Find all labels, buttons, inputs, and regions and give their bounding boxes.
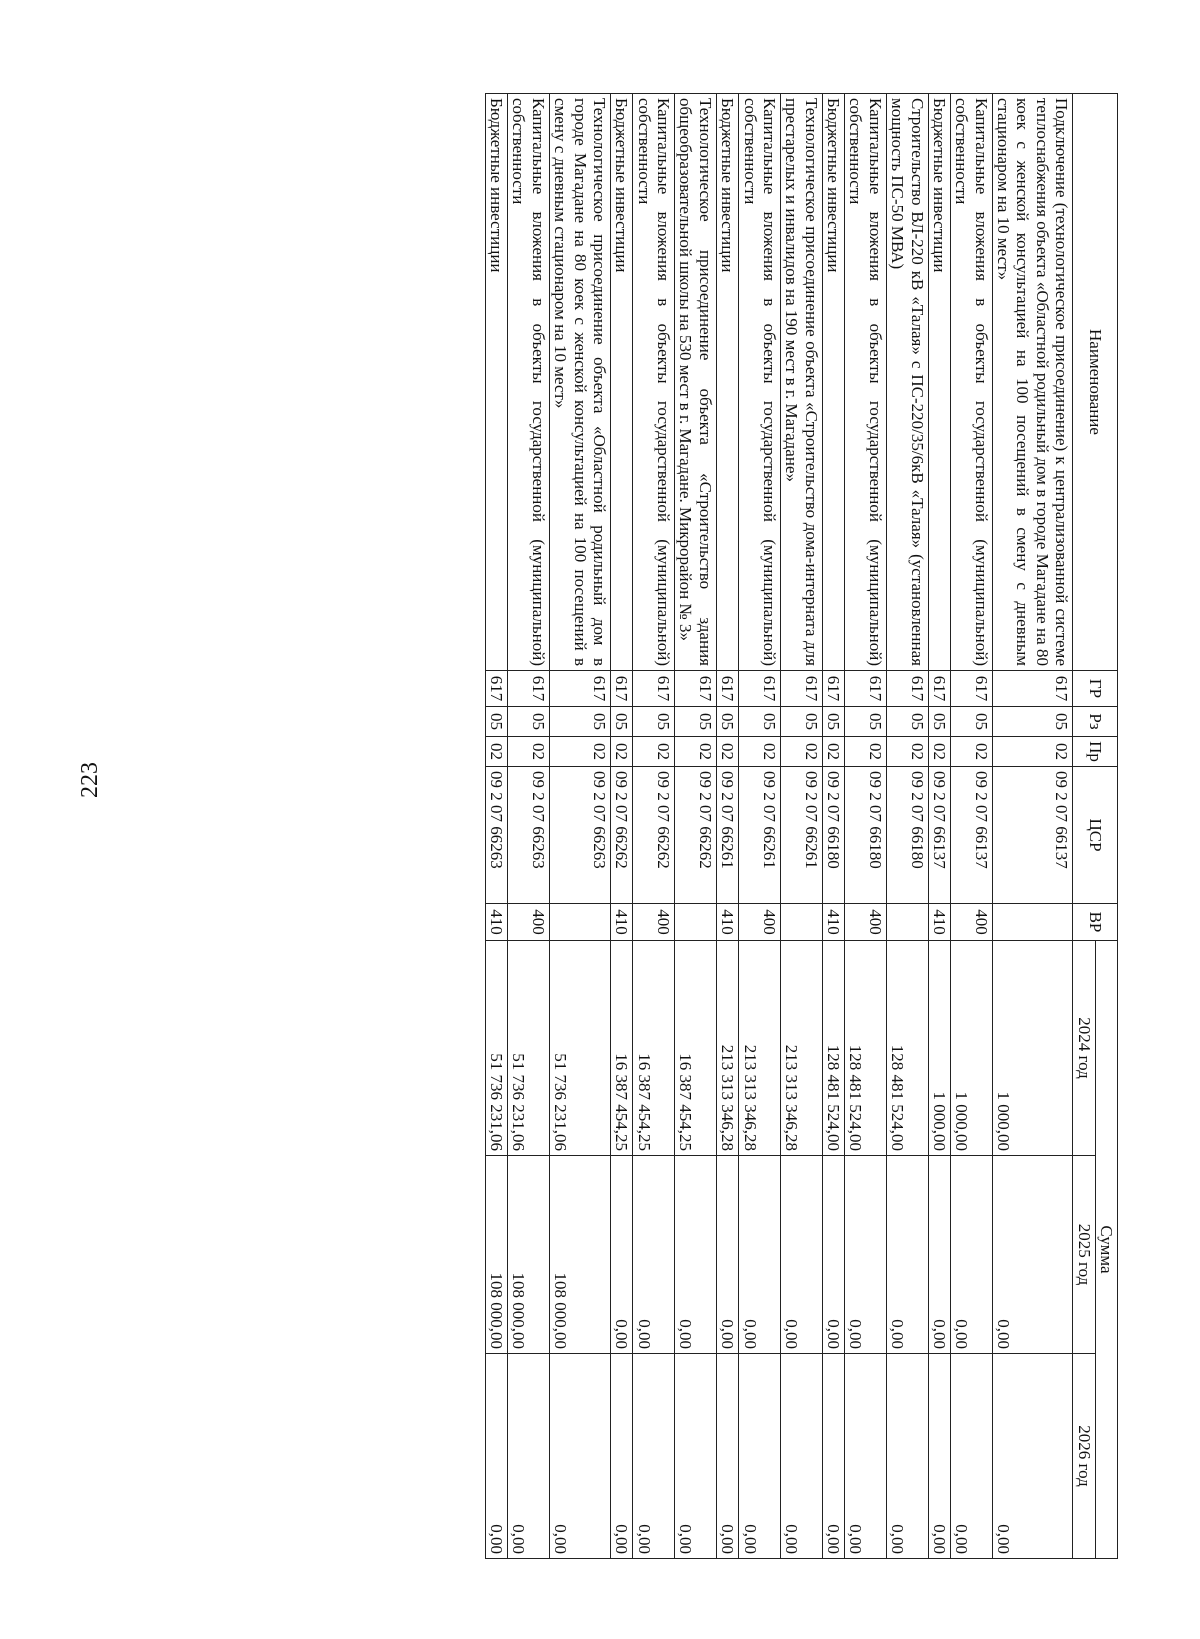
header-rz: Рз [1073,707,1118,737]
cell-sum-2026: 0,00 [781,1354,823,1559]
cell-sum-2025: 108 000,00 [485,1156,507,1354]
cell-sum-2026: 0,00 [549,1354,610,1559]
table-row [675,94,717,1559]
cell-gr: 617 [633,671,675,707]
table-row [886,94,928,1559]
cell-csr: 09 2 07 66180 [886,767,928,904]
cell-rz: 05 [739,707,781,737]
cell-name: Капитальные вложения в объекты государственной (муниципальной) собственности [739,94,781,671]
cell-csr: 09 2 07 66263 [485,767,507,904]
cell-sum-2026: 0,00 [951,1354,993,1559]
table-row [928,94,950,1559]
cell-sum-2026: 0,00 [485,1354,507,1559]
cell-gr: 617 [675,671,717,707]
table-row [781,94,823,1559]
cell-name: Бюджетные инвестиции [928,94,950,671]
header-vr: ВР [1073,904,1118,941]
cell-name: Капитальные вложения в объекты государственной (муниципальной) собственности [508,94,550,671]
cell-gr: 617 [928,671,950,707]
cell-vr [549,904,610,941]
cell-rz: 05 [633,707,675,737]
cell-rz: 05 [992,707,1073,737]
cell-sum-2026: 0,00 [822,1354,844,1559]
table-row [508,94,550,1559]
cell-vr [886,904,928,941]
cell-pr: 02 [549,737,610,767]
cell-sum-2025: 0,00 [886,1156,928,1354]
table-row [992,94,1073,1559]
cell-rz: 05 [716,707,738,737]
cell-name: Подключение (технологическое присоединение) к централизованной системе теплоснабжения объекта «Областной родильный дом в городе Магадане на 80 коек с женской консультацией на 100 посещений в смену с дневным стационаром на 10 мест» [992,94,1073,671]
cell-sum-2025: 0,00 [845,1156,887,1354]
cell-rz: 05 [928,707,950,737]
cell-name: Строительство ВЛ-220 кВ «Талая» с ПС-220/35/6кВ «Талая» (установленная мощность ПС-50 МВА) [886,94,928,671]
cell-vr: 400 [739,904,781,941]
cell-csr: 09 2 07 66261 [781,767,823,904]
cell-pr: 02 [781,737,823,767]
cell-vr: 410 [485,904,507,941]
cell-sum-2025: 108 000,00 [549,1156,610,1354]
cell-name: Бюджетные инвестиции [716,94,738,671]
cell-rz: 05 [508,707,550,737]
cell-vr: 410 [822,904,844,941]
cell-pr: 02 [633,737,675,767]
cell-sum-2025: 0,00 [992,1156,1073,1354]
cell-csr: 09 2 07 66180 [845,767,887,904]
cell-rz: 05 [485,707,507,737]
cell-sum-2025: 0,00 [611,1156,633,1354]
table-row [845,94,887,1559]
cell-pr: 02 [822,737,844,767]
cell-gr: 617 [781,671,823,707]
cell-sum-2026: 0,00 [675,1354,717,1559]
cell-sum-2025: 0,00 [739,1156,781,1354]
cell-pr: 02 [716,737,738,767]
table-row [951,94,993,1559]
cell-name: Технологическое присоединение объекта «Строительство дома-интерната для престарелых и инвалидов на 190 мест в г. Магадане» [781,94,823,671]
cell-vr [992,904,1073,941]
header-name: Наименование [1073,94,1118,671]
cell-sum-2024: 1 000,00 [951,941,993,1156]
cell-pr: 02 [508,737,550,767]
cell-vr: 400 [951,904,993,941]
cell-gr: 617 [739,671,781,707]
cell-csr: 09 2 07 66261 [739,767,781,904]
cell-pr: 02 [992,737,1073,767]
cell-pr: 02 [886,737,928,767]
cell-csr: 09 2 07 66263 [508,767,550,904]
cell-sum-2025: 0,00 [716,1156,738,1354]
cell-rz: 05 [549,707,610,737]
cell-sum-2024: 213 313 346,28 [716,941,738,1156]
cell-name: Бюджетные инвестиции [822,94,844,671]
cell-sum-2026: 0,00 [886,1354,928,1559]
cell-name: Бюджетные инвестиции [485,94,507,671]
cell-sum-2025: 0,00 [675,1156,717,1354]
cell-rz: 05 [781,707,823,737]
cell-sum-2024: 128 481 524,00 [886,941,928,1156]
table-row [611,94,633,1559]
budget-table [485,93,1118,1559]
cell-sum-2025: 0,00 [633,1156,675,1354]
cell-rz: 05 [822,707,844,737]
table-row [549,94,610,1559]
cell-vr: 410 [928,904,950,941]
cell-sum-2026: 0,00 [845,1354,887,1559]
cell-name: Бюджетные инвестиции [611,94,633,671]
cell-gr: 617 [485,671,507,707]
header-csr: ЦСР [1073,767,1118,904]
cell-sum-2024: 16 387 454,25 [675,941,717,1156]
cell-sum-2024: 16 387 454,25 [633,941,675,1156]
cell-sum-2026: 0,00 [992,1354,1073,1559]
cell-gr: 617 [822,671,844,707]
cell-pr: 02 [485,737,507,767]
page-number: 223 [77,762,103,798]
cell-name: Капитальные вложения в объекты государственной (муниципальной) собственности [845,94,887,671]
header-sum: Сумма [1095,941,1117,1559]
cell-gr: 617 [886,671,928,707]
table-row [716,94,738,1559]
cell-csr: 09 2 07 66263 [549,767,610,904]
cell-sum-2025: 0,00 [781,1156,823,1354]
cell-sum-2024: 1 000,00 [928,941,950,1156]
cell-sum-2025: 108 000,00 [508,1156,550,1354]
cell-vr: 400 [633,904,675,941]
cell-name: Капитальные вложения в объекты государственной (муниципальной) собственности [951,94,993,671]
cell-name: Технологическое присоединение объекта «Строительство здания общеобразовательной школы на 530 мест в г. Магадане. Микрорайон № 3» [675,94,717,671]
cell-sum-2024: 1 000,00 [992,941,1073,1156]
cell-rz: 05 [611,707,633,737]
cell-pr: 02 [845,737,887,767]
cell-rz: 05 [845,707,887,737]
cell-vr: 400 [845,904,887,941]
cell-sum-2024: 51 736 231,06 [485,941,507,1156]
cell-vr: 400 [508,904,550,941]
cell-sum-2026: 0,00 [739,1354,781,1559]
cell-vr: 410 [611,904,633,941]
cell-sum-2024: 51 736 231,06 [549,941,610,1156]
cell-pr: 02 [675,737,717,767]
header-pr: Пр [1073,737,1118,767]
cell-sum-2024: 128 481 524,00 [845,941,887,1156]
cell-csr: 09 2 07 66180 [822,767,844,904]
header-2026: 2026 год [1073,1354,1095,1559]
cell-vr: 410 [716,904,738,941]
cell-gr: 617 [508,671,550,707]
header-2025: 2025 год [1073,1156,1095,1354]
cell-csr: 09 2 07 66261 [716,767,738,904]
cell-sum-2026: 0,00 [508,1354,550,1559]
cell-rz: 05 [675,707,717,737]
cell-name: Технологическое присоединение объекта «Областной родильный дом в городе Магадане на 80 коек с женской консультацией на 100 посещений в смену с дневным стационаром на 10 мест» [549,94,610,671]
cell-sum-2025: 0,00 [822,1156,844,1354]
cell-gr: 617 [549,671,610,707]
cell-sum-2024: 16 387 454,25 [611,941,633,1156]
cell-sum-2024: 128 481 524,00 [822,941,844,1156]
cell-sum-2026: 0,00 [928,1354,950,1559]
cell-rz: 05 [886,707,928,737]
cell-sum-2026: 0,00 [633,1354,675,1559]
cell-pr: 02 [611,737,633,767]
cell-rz: 05 [951,707,993,737]
header-2024: 2024 год [1073,941,1095,1156]
cell-name: Капитальные вложения в объекты государственной (муниципальной) собственности [633,94,675,671]
table-row [822,94,844,1559]
table-row [633,94,675,1559]
cell-csr: 09 2 07 66262 [633,767,675,904]
cell-csr: 09 2 07 66262 [611,767,633,904]
cell-sum-2024: 213 313 346,28 [739,941,781,1156]
cell-csr: 09 2 07 66262 [675,767,717,904]
cell-csr: 09 2 07 66137 [928,767,950,904]
cell-sum-2024: 51 736 231,06 [508,941,550,1156]
cell-gr: 617 [716,671,738,707]
header-gr: ГР [1073,671,1118,707]
cell-sum-2026: 0,00 [716,1354,738,1559]
cell-csr: 09 2 07 66137 [951,767,993,904]
table-row [485,94,507,1559]
cell-sum-2024: 213 313 346,28 [781,941,823,1156]
cell-vr [781,904,823,941]
table-row [739,94,781,1559]
cell-vr [675,904,717,941]
cell-pr: 02 [928,737,950,767]
cell-gr: 617 [845,671,887,707]
cell-gr: 617 [951,671,993,707]
table-body [485,94,1073,1559]
cell-sum-2025: 0,00 [928,1156,950,1354]
cell-pr: 02 [951,737,993,767]
cell-gr: 617 [992,671,1073,707]
budget-table-container [485,93,1118,1558]
cell-sum-2026: 0,00 [611,1354,633,1559]
cell-sum-2025: 0,00 [951,1156,993,1354]
cell-gr: 617 [611,671,633,707]
cell-pr: 02 [739,737,781,767]
header-row-1 [1095,94,1117,1559]
cell-csr: 09 2 07 66137 [992,767,1073,904]
